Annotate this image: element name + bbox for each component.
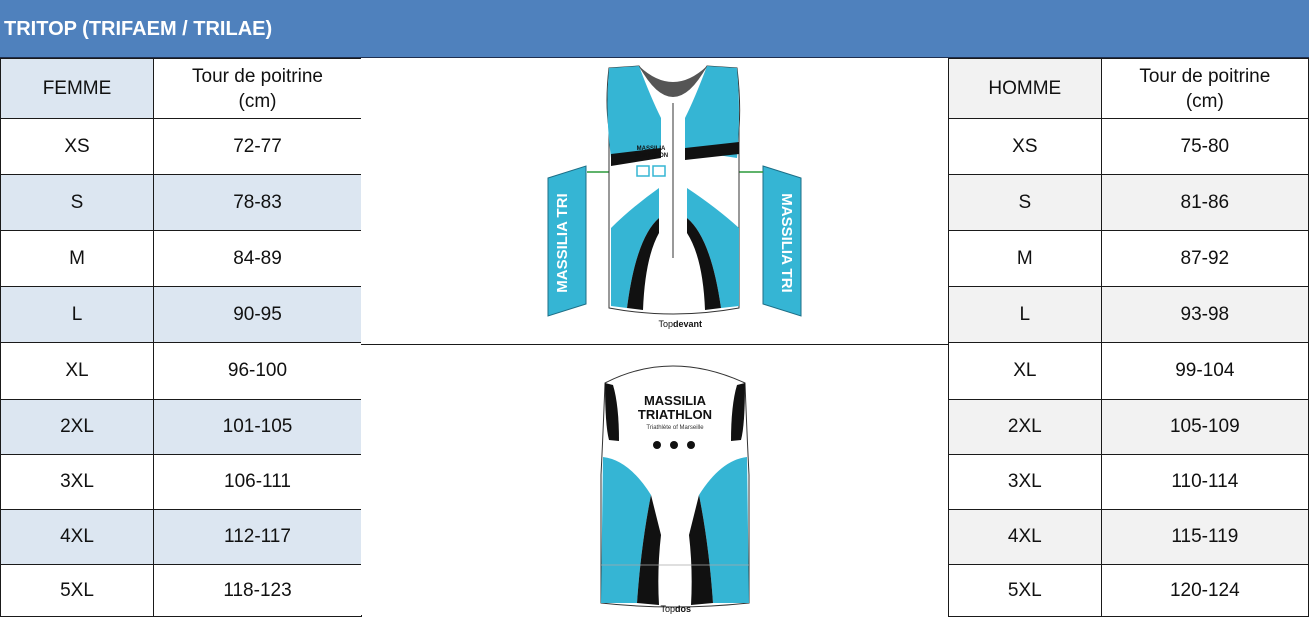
back-logo-line2: TRIATHLON: [637, 407, 713, 422]
size-cell: XL: [1, 343, 154, 400]
size-cell: XL: [949, 343, 1102, 400]
range-cell: 87-92: [1101, 231, 1308, 287]
size-cell: 3XL: [949, 455, 1102, 510]
swim-icon: [653, 441, 661, 449]
range-cell: 112-117: [154, 510, 362, 565]
size-cell: L: [949, 287, 1102, 343]
size-cell: XS: [949, 119, 1102, 175]
front-caption-bold: devant: [673, 319, 703, 329]
table-row: [1, 565, 362, 617]
jersey-front-drawing: [361, 58, 948, 344]
sponsor-logo-icon: [653, 166, 665, 176]
table-row: [949, 455, 1309, 510]
front-caption-prefix: Top: [658, 319, 673, 329]
size-cell: 5XL: [949, 565, 1102, 617]
chest-header-line2: (cm): [1185, 90, 1224, 112]
range-cell: 106-111: [154, 455, 362, 510]
run-icon: [687, 441, 695, 449]
size-cell: S: [1, 175, 154, 231]
size-cell: XS: [1, 119, 154, 175]
chest-header-line1: Tour de poitrine: [1139, 65, 1271, 87]
chest-text-line2: TRIATHLON: [633, 153, 669, 159]
femme-header: FEMME: [1, 59, 154, 119]
table-row: [949, 119, 1309, 175]
femme-size-table: [0, 58, 362, 617]
back-caption-bold: dos: [675, 604, 692, 614]
range-cell: 115-119: [1101, 510, 1308, 565]
range-cell: 101-105: [154, 400, 362, 455]
table-row: [949, 231, 1309, 287]
back-logo-line3: Triathlète of Marseille: [646, 425, 704, 431]
size-cell: 2XL: [949, 400, 1102, 455]
range-cell: 105-109: [1101, 400, 1308, 455]
jersey-back-image: [361, 345, 948, 615]
range-cell: 96-100: [154, 343, 362, 400]
range-cell: 93-98: [1101, 287, 1308, 343]
homme-chest-header: [1101, 59, 1308, 119]
bike-icon: [670, 441, 678, 449]
homme-header: HOMME: [949, 59, 1102, 119]
size-cell: 3XL: [1, 455, 154, 510]
right-side-text: MASSILIA TRI: [778, 193, 795, 293]
size-cell: 4XL: [949, 510, 1102, 565]
range-cell: 118-123: [154, 565, 362, 617]
table-row: [1, 343, 362, 400]
table-row: [1, 119, 362, 175]
range-cell: 75-80: [1101, 119, 1308, 175]
range-cell: 120-124: [1101, 565, 1308, 617]
size-cell: 4XL: [1, 510, 154, 565]
size-cell: M: [949, 231, 1102, 287]
jersey-front-image: [361, 58, 948, 345]
range-cell: 72-77: [154, 119, 362, 175]
table-row: [1, 231, 362, 287]
range-cell: 81-86: [1101, 175, 1308, 231]
chest-header-line1: Tour de poitrine: [192, 65, 323, 87]
table-row: [1, 455, 362, 510]
homme-size-table: [948, 58, 1309, 617]
range-cell: 99-104: [1101, 343, 1308, 400]
table-row: [949, 287, 1309, 343]
femme-chest-header: [154, 59, 362, 119]
table-row: [949, 343, 1309, 400]
chest-text-line1: MASSILIA: [636, 146, 666, 152]
range-cell: 78-83: [154, 175, 362, 231]
sponsor-logo-icon: [637, 166, 649, 176]
table-row: [949, 510, 1309, 565]
table-row: [949, 565, 1309, 617]
table-row: [1, 400, 362, 455]
left-side-text: MASSILIA TRI: [554, 193, 571, 293]
chart-title: TRITOP (TRIFAEM / TRILAE): [0, 0, 1309, 58]
size-cell: L: [1, 287, 154, 343]
table-row: [1, 510, 362, 565]
size-cell: 2XL: [1, 400, 154, 455]
back-logo-line1: MASSILIA: [643, 393, 707, 408]
size-cell: 5XL: [1, 565, 154, 617]
range-cell: 90-95: [154, 287, 362, 343]
table-row: [1, 287, 362, 343]
table-row: [949, 175, 1309, 231]
range-cell: 84-89: [154, 231, 362, 287]
range-cell: 110-114: [1101, 455, 1308, 510]
back-caption-prefix: Top: [660, 604, 675, 614]
chest-header-line2: (cm): [238, 90, 277, 112]
table-row: [949, 400, 1309, 455]
jersey-back-drawing: [361, 345, 948, 615]
size-cell: S: [949, 175, 1102, 231]
size-cell: M: [1, 231, 154, 287]
table-row: [1, 175, 362, 231]
